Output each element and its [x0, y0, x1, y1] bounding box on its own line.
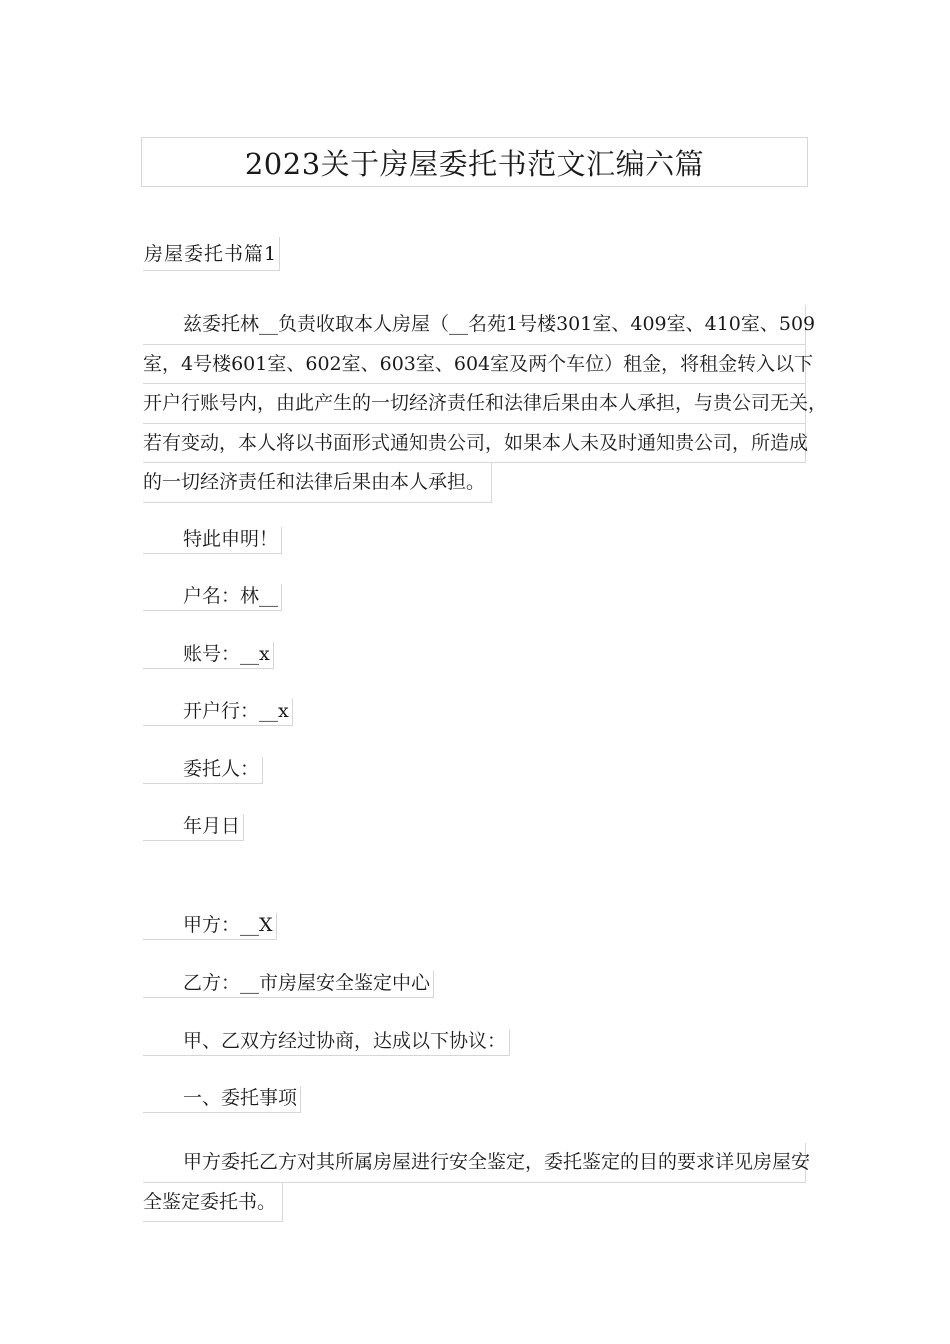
account-number-line: 账号：__x	[143, 642, 274, 669]
section-heading: 房屋委托书篇1	[143, 237, 280, 271]
document-title: 2023关于房屋委托书范文汇编六篇	[244, 146, 705, 181]
paragraph-line: 兹委托林__负责收取本人房屋（__名苑1号楼301室、409室、410室、509	[143, 305, 806, 345]
body-paragraph	[143, 305, 828, 503]
account-name-line: 户名：林__	[143, 584, 282, 611]
declaration-line: 特此申明！	[143, 527, 282, 554]
paragraph-line: 甲方委托乙方对其所属房屋进行安全鉴定，委托鉴定的目的要求详见房屋安	[143, 1143, 806, 1183]
item-title-line: 一、委托事项	[143, 1086, 301, 1113]
party-b-line: 乙方：__市房屋安全鉴定中心	[143, 971, 434, 998]
paragraph-line: 全鉴定委托书。	[143, 1183, 283, 1223]
agreement-line: 甲、乙双方经过协商，达成以下协议：	[143, 1029, 510, 1056]
paragraph-line: 开户行账号内，由此产生的一切经济责任和法律后果由本人承担，与贵公司无关，	[143, 384, 806, 424]
party-a-line: 甲方：__X	[143, 913, 277, 940]
title-box	[141, 137, 808, 187]
paragraph-line: 室，4号楼601室、602室、603室、604室及两个车位）租金，将租金转入以下	[143, 345, 806, 385]
paragraph-line: 的一切经济责任和法律后果由本人承担。	[143, 463, 492, 503]
date-line: 年月日	[143, 814, 244, 841]
item-paragraph	[143, 1143, 811, 1222]
bank-line: 开户行：__x	[143, 699, 293, 726]
paragraph-line: 若有变动，本人将以书面形式通知贵公司，如果本人未及时通知贵公司，所造成	[143, 424, 806, 464]
principal-line: 委托人：	[143, 757, 263, 784]
